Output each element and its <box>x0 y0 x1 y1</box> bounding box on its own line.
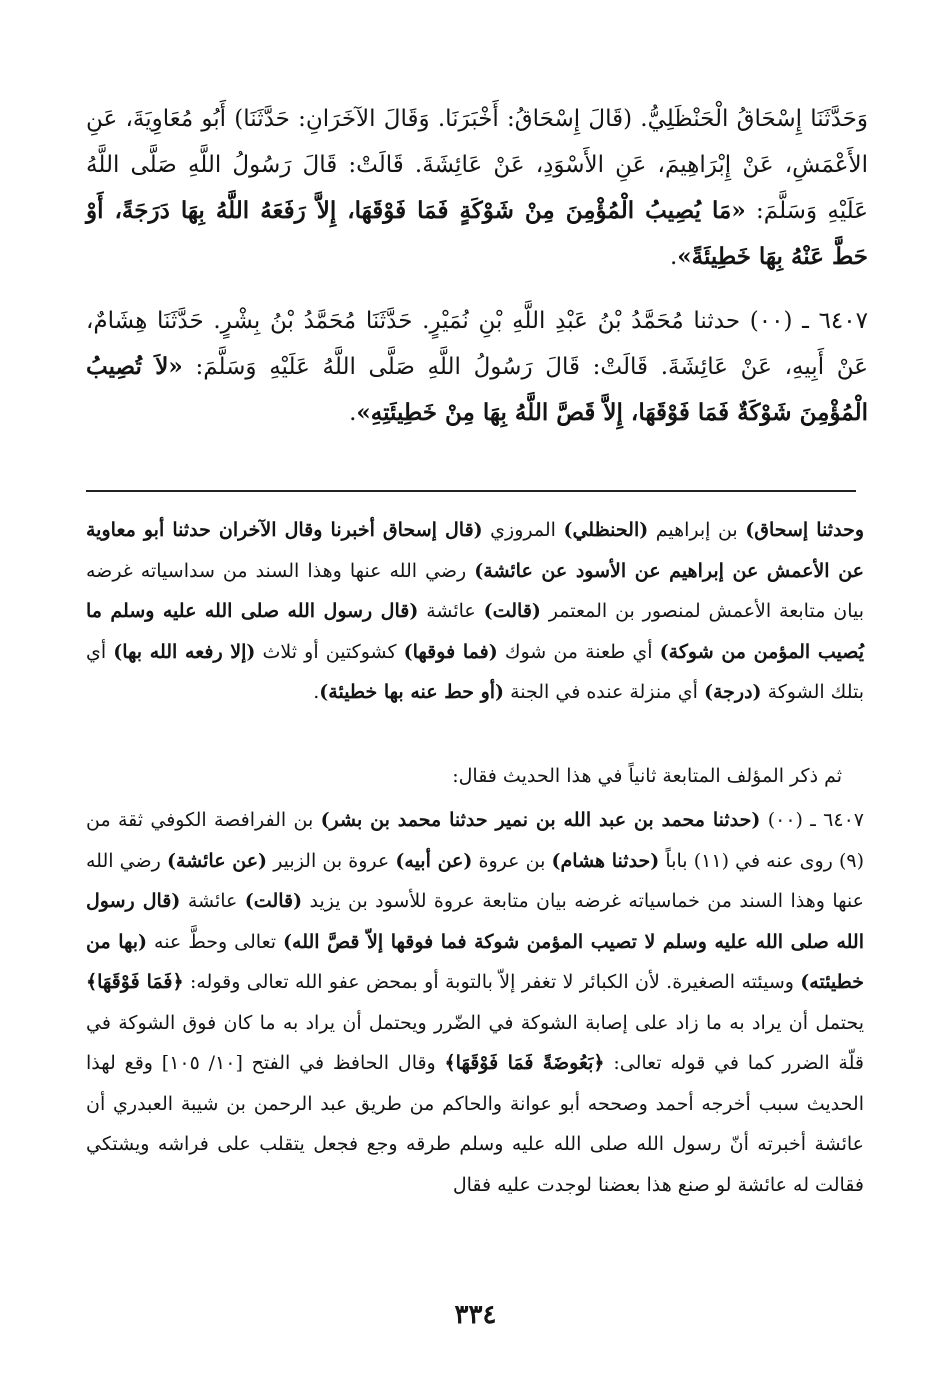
commentary-bold: (عن أبيه) <box>395 849 473 872</box>
quran-quote: ﴿بَعُوضَةً فَمَا فَوْقَهَا﴾ <box>444 1052 605 1074</box>
commentary-bold: (إلا رفعه الله بها) <box>113 640 256 663</box>
commentary-bold: (قال إسحاق أخبرنا وقال الآخران حدثنا أبو معاوية عن الأعمش عن إبراهيم عن الأسود عن عائشة) <box>86 519 864 582</box>
commentary-text: عائشة <box>418 600 484 622</box>
commentary-paragraph-2: ثم ذكر المؤلف المتابعة ثانياً في هذا الحديث فقال: <box>452 765 842 787</box>
commentary-bold: (فما فوقها) <box>403 640 498 663</box>
commentary-bold: (قال رسول الله صلى الله عليه وسلم ما يُصيب المؤمن من شوكة) <box>86 600 864 663</box>
page-number: ٣٣٤ <box>454 1300 497 1330</box>
commentary-bold: (قالت) <box>244 890 303 912</box>
commentary-text: تعالى وحطَّ عنه <box>147 930 284 953</box>
commentary-hadith-number: ٦٤٠٧ ـ (٠٠) <box>760 809 864 831</box>
commentary-bold: (درجة) <box>703 681 762 703</box>
hadith-end-mark: . <box>349 400 357 426</box>
commentary-text: يحتمل أن يراد به ما زاد على إصابة الشوكة في الضّرر ويحتمل أن يراد به ما كان فوق الشوكة في قلّة الضرر كما في قوله تعالى: <box>86 1011 864 1074</box>
commentary-text: أي طعنة من شوك <box>497 640 660 663</box>
hadith-isnad: وَحَدَّثَنَا إِسْحَاقُ الْحَنْظَلِيُّ. (قَالَ إِسْحَاقُ: أَخْبَرَنَا. وَقَالَ الآخَرَانِ: حَدَّثَنَا) أَبُو مُعَاوِيَةَ، عَنِ الأَعْمَشِ، عَنْ إِبْرَاهِيمَ، عَنِ الأَسْوَدِ، عَنْ عَائِشَةَ. قَالَتْ: قَالَ رَسُولُ اللَّهِ صَلَّى اللَّهُ عَلَيْهِ وَسَلَّمَ: <box>86 106 868 224</box>
commentary-paragraph-1 <box>86 510 864 713</box>
quran-quote: ﴿فَمَا فَوْقَهَا﴾ <box>86 971 184 993</box>
commentary-bold: (قالت) <box>483 600 541 622</box>
commentary-bold: (حدثنا هشام) <box>551 849 660 872</box>
commentary-bold: (عن عائشة) <box>166 849 268 872</box>
commentary-text: رضي الله عنها وهذا السند من سداسياته غرضه بيان متابعة الأعمش لمنصور بن المعتمر <box>86 559 864 622</box>
commentary-text: وسيئته الصغيرة. لأن الكبائر لا تغفر إلاّ بالتوبة أو بمحض عفو الله تعالى وقوله: <box>183 971 801 993</box>
commentary-bold: (حدثنا محمد بن عبد الله بن نمير حدثنا محمد بن بشر) <box>320 809 761 831</box>
commentary-text: بن الفرافصة الكوفي ثقة من (٩) روى عنه في (١١) باباً <box>86 809 864 872</box>
commentary-bold: (قال رسول الله صلى الله عليه وسلم لا تصيب المؤمن شوكة فما فوقها إلاّ قصَّ الله) <box>86 890 864 953</box>
commentary-text: بن عروة <box>472 849 552 872</box>
hadith-matn: «مَا يُصِيبُ الْمُؤْمِنَ مِنْ شَوْكَةٍ فَمَا فَوْقَهَا، إِلاَّ رَفَعَهُ اللَّهُ بِهَا دَرَجَةً، أَوْ حَطَّ عَنْهُ بِهَا خَطِيئَةً» <box>86 197 868 270</box>
commentary-text: وقال الحافظ في الفتح [١٠/ ١٠٥] وقع لهذا الحديث سبب أخرجه أحمد وصححه أبو عوانة والحاكم من طريق عبد الرحمن بن شيبة العبدري أن عائشة أخبرته أنّ رسول الله صلى الله عليه وسلم طرقه وجع فجعل يتقلب على فراشه ويشتكي فقالت له عائشة لو صنع هذا بعضنا لوجدت عليه فقال <box>86 1052 864 1196</box>
commentary-bold: (أو حط عنه بها خطيئة) <box>319 681 505 703</box>
commentary-text: عروة بن الزبير <box>267 849 396 872</box>
footnote-divider <box>86 490 856 492</box>
hadith-text-block <box>86 96 868 280</box>
commentary-text: أي بتلك الشوكة <box>86 640 864 703</box>
commentary-bold: (الحنظلي) <box>563 519 649 541</box>
commentary-text: بن إبراهيم <box>648 519 746 541</box>
hadith-text-block-2 <box>86 298 868 436</box>
commentary-bold: (بها من خطيئته) <box>86 930 864 993</box>
hadith-matn: «لاَ تُصِيبُ الْمُؤْمِنَ شَوْكَةٌ فَمَا فَوْقَهَا، إِلاَّ قَصَّ اللَّهُ بِهَا مِنْ خَطِيئَتِهِ» <box>86 353 868 426</box>
commentary-text: . <box>313 681 320 703</box>
hadith-end-mark: . <box>669 244 678 270</box>
commentary-text: المروزي <box>482 519 564 541</box>
commentary-text: أي منزلة عنده في الجنة <box>504 681 704 703</box>
hadith-isnad: حدثنا مُحَمَّدُ بْنُ عَبْدِ اللَّهِ بْنِ نُمَيْرٍ. حَدَّثَنَا مُحَمَّدُ بْنُ بِشْرٍ. حَدَّثَنَا هِشَامٌ، عَنْ أَبِيهِ، عَنْ عَائِشَةَ. قَالَتْ: قَالَ رَسُولُ اللَّهِ صَلَّى اللَّهُ عَلَيْهِ وَسَلَّمَ: <box>86 308 869 380</box>
commentary-paragraph-3 <box>86 800 864 1205</box>
commentary-text: كشوكتين أو ثلاث <box>255 640 404 663</box>
commentary-text: عائشة <box>180 890 245 912</box>
hadith-number: ٦٤٠٧ ـ (٠٠) <box>749 308 868 334</box>
commentary-text: رضي الله عنها وهذا السند من خماسياته غرضه بيان متابعة عروة للأسود بن يزيد <box>86 849 864 912</box>
commentary-bold: وحدثنا إسحاق) <box>745 519 864 541</box>
